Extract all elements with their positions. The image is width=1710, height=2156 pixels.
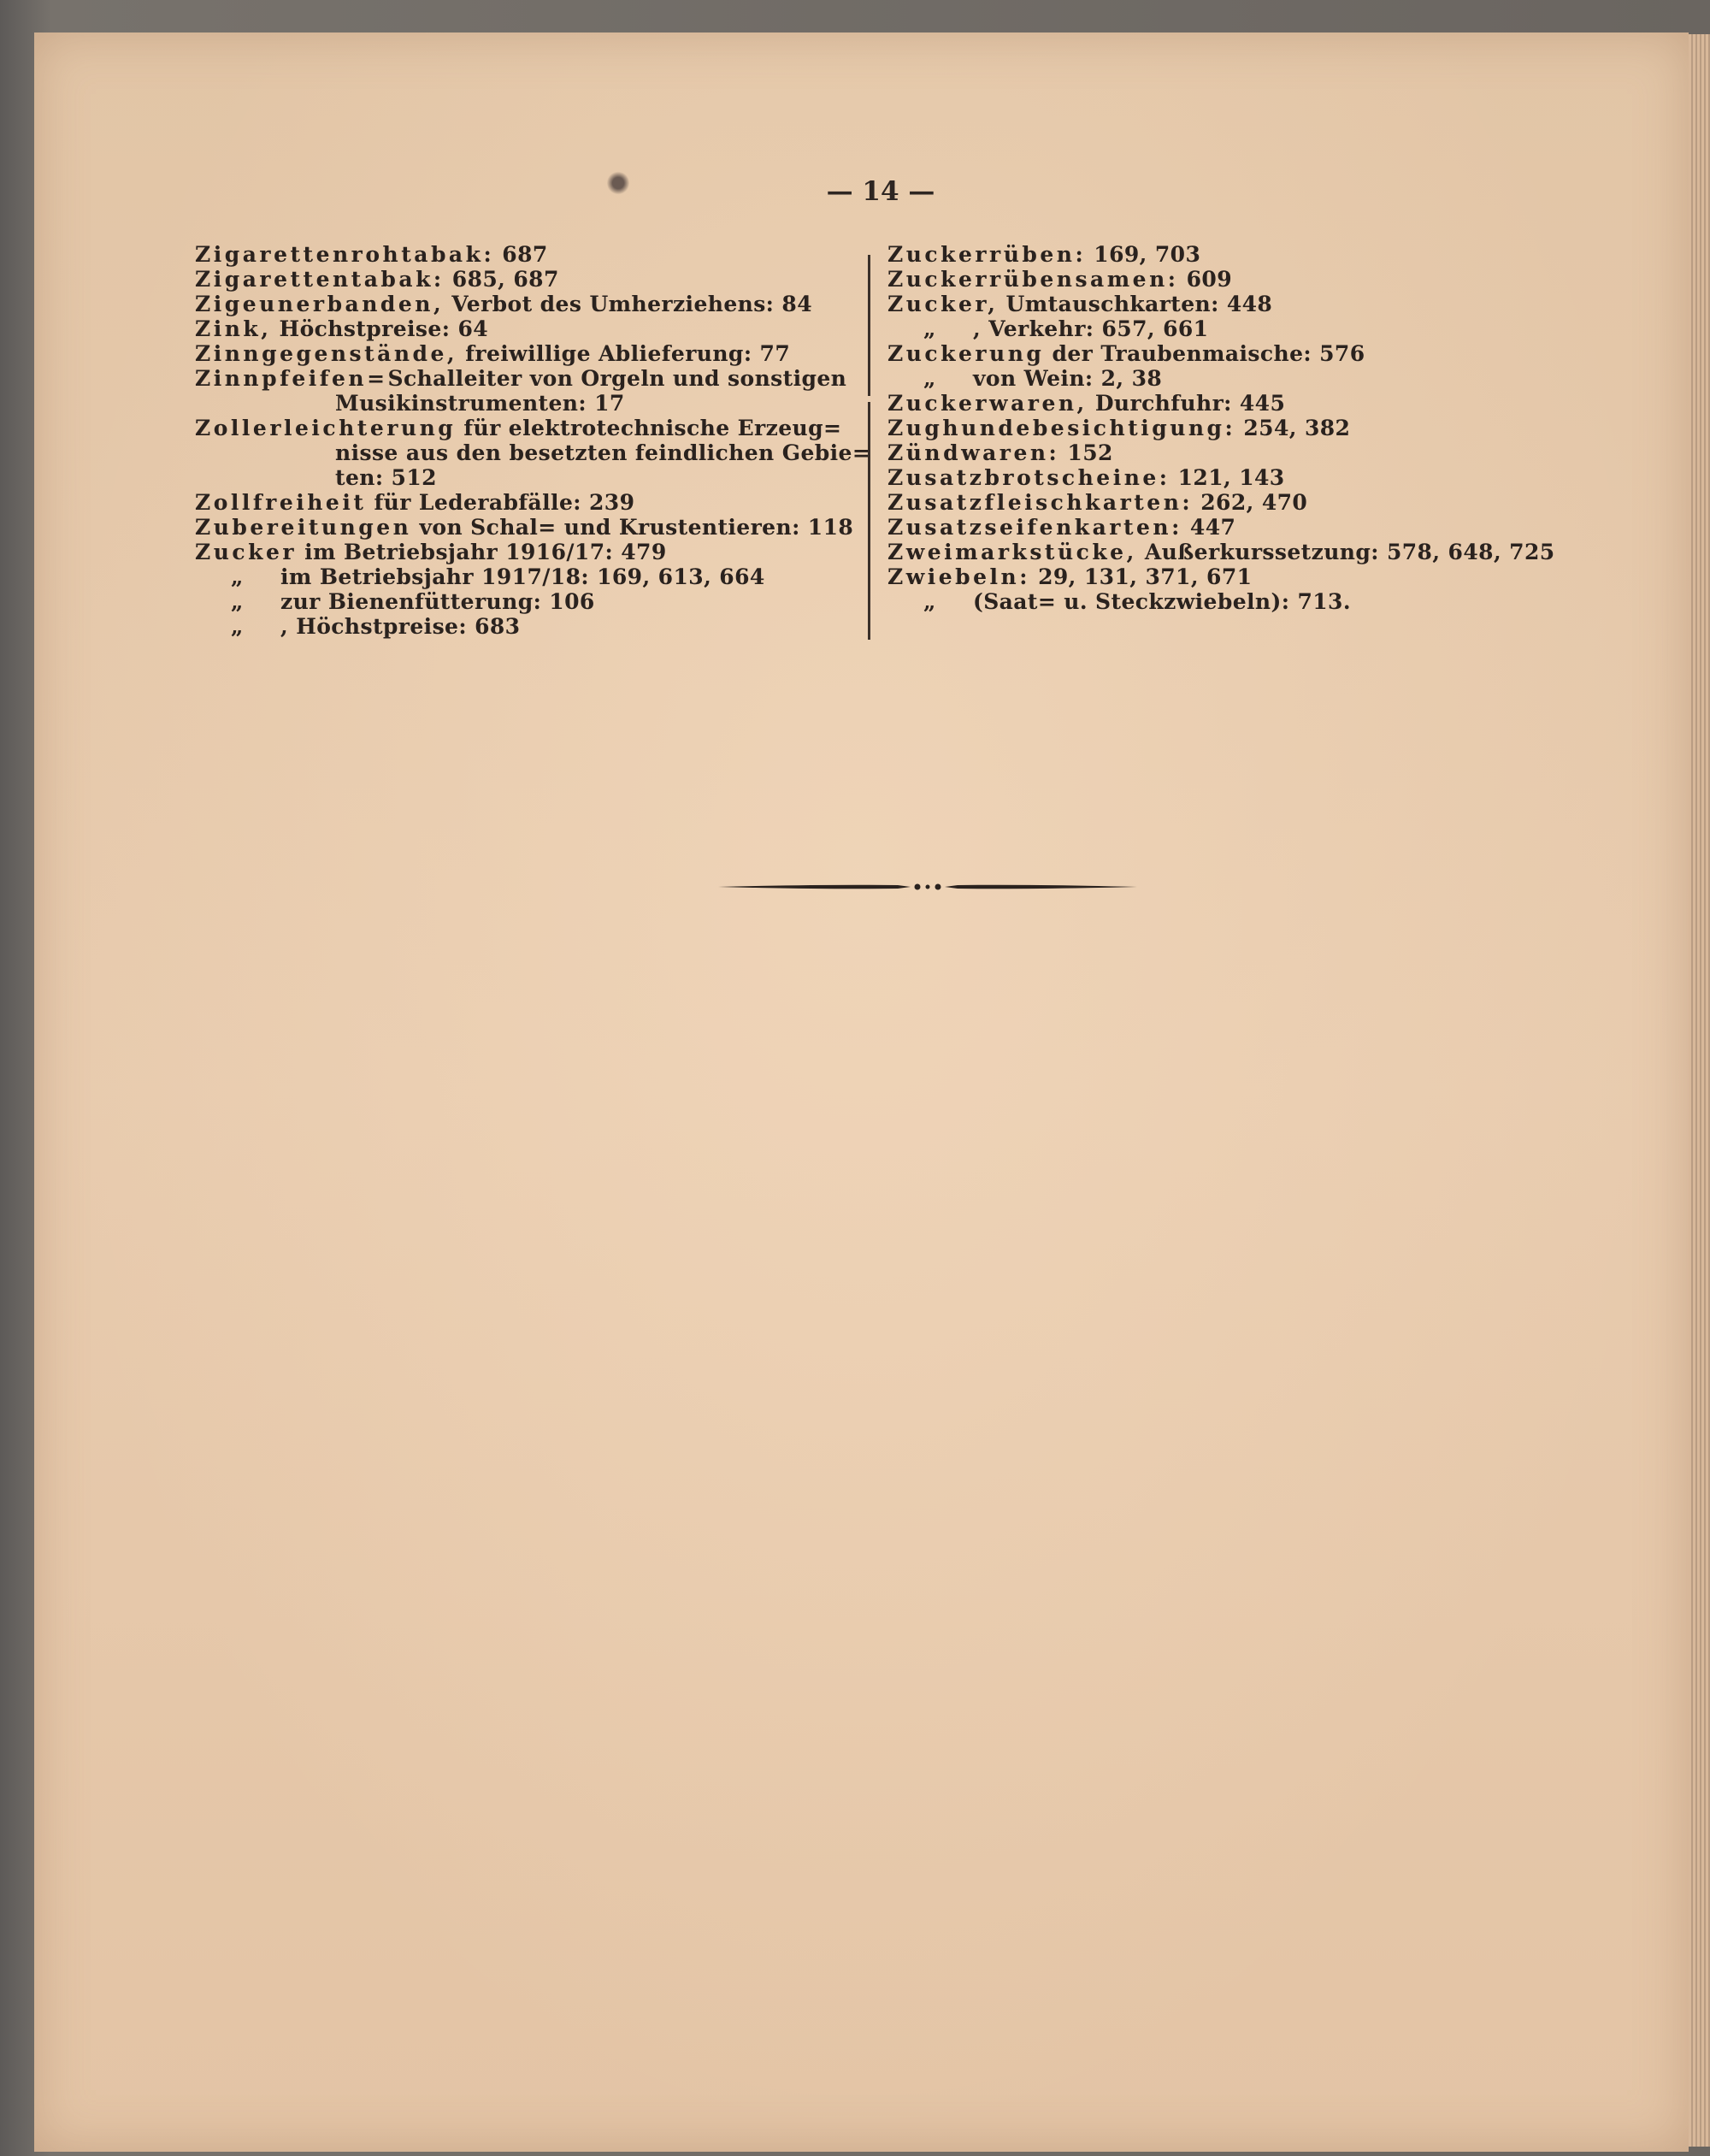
entry-text: im Betriebsjahr 1916/17: 479 [297,540,667,564]
entry-keyword: Zughundebesichtigung: [887,416,1236,440]
entry-continuation: Musikinstrumenten: 17 [335,391,625,416]
ditto-mark: „ [923,589,936,614]
index-column-left [195,242,871,639]
entry-keyword: Zigeunerbanden, [195,292,445,316]
page-number: — 14 — [826,176,935,207]
index-entry [887,242,1571,267]
index-entry [887,540,1571,564]
entry-subtext: , Verkehr: 657, 661 [973,316,1209,341]
index-entry [195,614,853,639]
index-column-right [887,242,1571,614]
entry-text: Umtauschkarten: 448 [998,292,1273,316]
entry-keyword: Zuckerrüben: [887,242,1087,267]
index-entry [887,440,1571,465]
entry-text: von Schal= und Krustentieren: 118 [411,515,854,540]
entry-subtext: , Höchstpreise: 683 [280,614,521,639]
index-entry [195,490,853,515]
entry-keyword: Zigarettentabak: [195,267,445,292]
entry-keyword: Zollfreiheit [195,490,367,515]
index-entry [195,440,871,465]
index-entry [887,292,1571,316]
index-entry [195,267,853,292]
index-entry [887,564,1571,589]
index-entry [887,416,1571,440]
entry-text: freiwillige Ablieferung: 77 [457,341,791,366]
entry-keyword: Zwiebeln: [887,564,1030,589]
entry-text: Höchstpreise: 64 [271,316,489,341]
entry-text: 29, 131, 371, 671 [1029,564,1253,589]
entry-subtext: im Betriebsjahr 1917/18: 169, 613, 664 [280,564,765,589]
index-entry [195,515,853,540]
entry-text: 254, 382 [1235,416,1351,440]
ditto-mark: „ [923,316,936,341]
entry-text: 121, 143 [1170,465,1285,490]
entry-keyword: Zigarettenrohtabak: [195,242,495,267]
column-divider-lower [868,402,870,640]
index-entry [195,465,853,490]
index-entry [195,316,853,341]
index-entry [195,391,853,416]
index-entry [195,242,853,267]
entry-keyword: Zucker [195,540,298,564]
entry-text: Verbot des Umherziehens: 84 [444,292,813,316]
entry-text: 687 [494,242,548,267]
entry-keyword: Zusatzseifenkarten: [887,515,1182,540]
entry-text: Schalleiter von Orgeln und sonstigen [387,366,847,391]
entry-keyword: Zinnpfeifen= [195,366,388,391]
entry-subtext: (Saat= u. Steckzwiebeln): 713. [973,589,1351,614]
index-entry [195,540,853,564]
entry-text: 152 [1059,440,1113,465]
entry-text: 447 [1182,515,1236,540]
entry-keyword: Zweimarkstücke, [887,540,1137,564]
index-entry [195,416,853,440]
book-page [34,32,1689,2152]
entry-text: 169, 703 [1086,242,1201,267]
index-entry [887,267,1571,292]
index-entry [195,292,853,316]
index-entry [887,316,1571,341]
index-entry [887,465,1571,490]
entry-keyword: Zubereitungen [195,515,412,540]
entry-text: Durchfuhr: 445 [1087,391,1286,416]
ditto-mark: „ [231,614,244,639]
entry-text: Außerkurssetzung: 578, 648, 725 [1136,540,1555,564]
entry-keyword: Zuckerung [887,341,1045,366]
entry-continuation: ten: 512 [335,465,437,490]
entry-keyword: Zucker, [887,292,999,316]
entry-keyword: Zusatzfleischkarten: [887,490,1194,515]
entry-text: 262, 470 [1193,490,1308,515]
column-divider-upper [868,255,870,396]
entry-keyword: Zink, [195,316,272,341]
entry-keyword: Zündwaren: [887,440,1060,465]
index-entry [887,366,1571,391]
entry-text: 685, 687 [444,267,559,292]
entry-keyword: Zuckerwaren, [887,391,1088,416]
index-entry [887,515,1571,540]
entry-keyword: Zollerleichterung [195,416,457,440]
ditto-mark: „ [231,589,244,614]
entry-text: 609 [1178,267,1232,292]
entry-text: für Lederabfälle: 239 [366,490,635,515]
entry-text: der Traubenmaische: 576 [1044,341,1365,366]
entry-subtext: von Wein: 2, 38 [973,366,1163,391]
entry-continuation: nisse aus den besetzten feindlichen Gebie= [335,440,871,465]
index-entry [887,391,1571,416]
entry-keyword: Zusatzbrotscheine: [887,465,1170,490]
index-entry [195,341,853,366]
entry-subtext: zur Bienenfütterung: 106 [280,589,595,614]
index-entry [195,564,853,589]
index-entry [195,589,853,614]
index-entry [887,490,1571,515]
ditto-mark: „ [923,366,936,391]
ornamental-rule [718,877,1137,896]
index-entry [887,589,1571,614]
entry-keyword: Zinngegenstände, [195,341,458,366]
index-entry [887,341,1571,366]
ditto-mark: „ [231,564,244,589]
ink-smudge [607,171,629,195]
index-entry [195,366,853,391]
entry-text: für elektrotechnische Erzeug= [456,416,842,440]
entry-keyword: Zuckerrübensamen: [887,267,1179,292]
